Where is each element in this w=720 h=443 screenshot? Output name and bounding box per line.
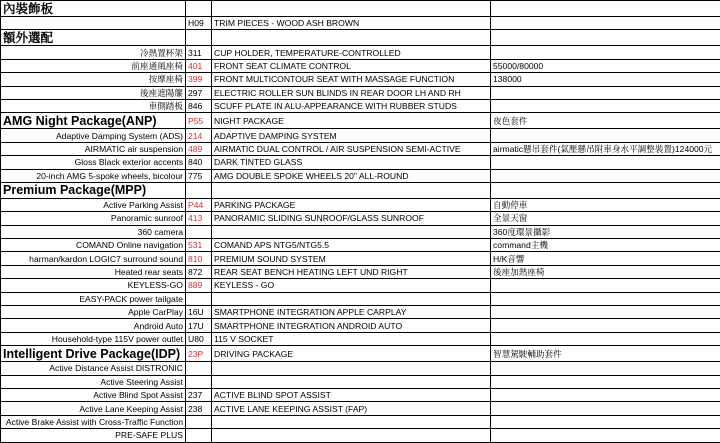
option-description-cell[interactable] — [212, 292, 491, 305]
option-label-cell[interactable]: 後座遮陽簾 — [1, 86, 186, 99]
table-row — [1, 225, 720, 238]
table-row — [1, 239, 720, 252]
table-row — [1, 252, 720, 265]
option-code-cell[interactable]: 17U — [186, 319, 212, 332]
option-note-cell[interactable]: 360度環景攝影 — [491, 225, 720, 238]
section-title[interactable]: 額外選配 — [1, 30, 186, 46]
option-code-cell[interactable]: 872 — [186, 265, 212, 278]
table-row — [1, 169, 720, 182]
option-description-cell[interactable]: PREMIUM SOUND SYSTEM — [212, 252, 491, 265]
table-row — [1, 99, 720, 112]
option-description-cell[interactable]: REAR SEAT BENCH HEATING LEFT UND RIGHT — [212, 265, 491, 278]
option-description-cell[interactable]: COMAND APS NTG5/NTG5.5 — [212, 239, 491, 252]
option-label-cell[interactable] — [1, 17, 186, 30]
option-code-cell[interactable]: 237 — [186, 388, 212, 401]
option-label-cell[interactable]: Adaptive Damping System (ADS) — [1, 129, 186, 142]
option-label-cell[interactable]: 20-inch AMG 5-spoke wheels, bicolour — [1, 169, 186, 182]
option-label-cell[interactable]: Panoramic sunroof — [1, 212, 186, 225]
table-row — [1, 279, 720, 292]
section-code-cell[interactable] — [186, 30, 212, 46]
option-label-cell[interactable]: Active Lane Keeping Assist — [1, 402, 186, 415]
table-row — [1, 415, 720, 428]
option-description-cell[interactable] — [212, 429, 491, 442]
option-note-cell[interactable]: H/K音響 — [491, 252, 720, 265]
section-note-cell[interactable] — [491, 182, 720, 198]
option-code-cell[interactable]: P44 — [186, 198, 212, 211]
option-label-cell[interactable]: Android Auto — [1, 319, 186, 332]
option-description-cell[interactable]: SMARTPHONE INTEGRATION ANDROID AUTO — [212, 319, 491, 332]
option-description-cell[interactable] — [212, 375, 491, 388]
option-description-cell[interactable] — [212, 362, 491, 375]
option-description-cell[interactable]: PANORAMIC SLIDING SUNROOF/GLASS SUNROOF — [212, 212, 491, 225]
option-label-cell[interactable]: COMAND Online navigation — [1, 239, 186, 252]
table-row — [1, 73, 720, 86]
section-title[interactable]: 內裝飾板 — [1, 1, 186, 17]
option-note-cell[interactable]: 全景天窗 — [491, 212, 720, 225]
section-header-row — [1, 1, 720, 17]
section-note-cell[interactable] — [491, 30, 720, 46]
option-note-cell[interactable] — [491, 306, 720, 319]
option-note-cell[interactable] — [491, 169, 720, 182]
option-label-cell[interactable]: 車側踏板 — [1, 99, 186, 112]
option-code-cell[interactable]: 401 — [186, 59, 212, 72]
section-description-cell[interactable] — [212, 1, 491, 17]
section-description-cell[interactable]: NIGHT PACKAGE — [212, 113, 491, 129]
option-description-cell[interactable]: SCUFF PLATE IN ALU-APPEARANCE WITH RUBBER STUDS — [212, 99, 491, 112]
option-description-cell[interactable] — [212, 225, 491, 238]
table-row — [1, 306, 720, 319]
option-code-cell[interactable]: 840 — [186, 156, 212, 169]
option-description-cell[interactable]: ACTIVE LANE KEEPING ASSIST (FAP) — [212, 402, 491, 415]
option-code-cell[interactable]: 489 — [186, 142, 212, 155]
option-label-cell[interactable]: Gloss Black exterior accents — [1, 156, 186, 169]
section-title[interactable]: Premium Package(MPP) — [1, 182, 186, 198]
table-row — [1, 212, 720, 225]
option-note-cell[interactable] — [491, 319, 720, 332]
option-note-cell[interactable] — [491, 46, 720, 59]
section-code-cell[interactable]: P55 — [186, 113, 212, 129]
section-header-row — [1, 113, 720, 129]
option-label-cell[interactable]: Apple CarPlay — [1, 306, 186, 319]
option-label-cell[interactable]: 按摩座椅 — [1, 73, 186, 86]
section-code-cell[interactable]: 23P — [186, 346, 212, 362]
option-code-cell[interactable] — [186, 225, 212, 238]
option-description-cell[interactable]: FRONT MULTICONTOUR SEAT WITH MASSAGE FUNCTION — [212, 73, 491, 86]
table-row — [1, 292, 720, 305]
option-code-cell[interactable]: 810 — [186, 252, 212, 265]
table-row — [1, 156, 720, 169]
option-description-cell[interactable]: AIRMATIC DUAL CONTROL / AIR SUSPENSION SEMI-ACTIVE — [212, 142, 491, 155]
section-header-row — [1, 182, 720, 198]
table-row — [1, 17, 720, 30]
option-code-cell[interactable]: H09 — [186, 17, 212, 30]
option-description-cell[interactable]: ACTIVE BLIND SPOT ASSIST — [212, 388, 491, 401]
table-row — [1, 332, 720, 345]
table-row — [1, 402, 720, 415]
option-label-cell[interactable]: Active Brake Assist with Cross-Traffic Function — [1, 415, 186, 428]
option-description-cell[interactable]: CUP HOLDER, TEMPERATURE-CONTROLLED — [212, 46, 491, 59]
option-label-cell[interactable]: Active Distance Assist DISTRONIC — [1, 362, 186, 375]
table-body — [1, 1, 720, 443]
option-description-cell[interactable]: KEYLESS - GO — [212, 279, 491, 292]
option-note-cell[interactable]: airmatic懸吊套件(氣壓懸吊附車身水平調整裝置)124000元 — [491, 142, 720, 155]
option-code-cell[interactable]: U80 — [186, 332, 212, 345]
option-label-cell[interactable]: 前座通風座椅 — [1, 59, 186, 72]
option-code-cell[interactable] — [186, 429, 212, 442]
option-label-cell[interactable]: Heated rear seats — [1, 265, 186, 278]
option-code-cell[interactable]: 531 — [186, 239, 212, 252]
section-code-cell[interactable] — [186, 182, 212, 198]
option-note-cell[interactable]: command主機 — [491, 239, 720, 252]
option-note-cell[interactable] — [491, 129, 720, 142]
section-description-cell[interactable] — [212, 30, 491, 46]
table-row — [1, 198, 720, 211]
option-code-cell[interactable]: 16U — [186, 306, 212, 319]
table-row — [1, 429, 720, 442]
option-code-cell[interactable] — [186, 415, 212, 428]
section-note-cell[interactable]: 夜色套件 — [491, 113, 720, 129]
table-row — [1, 362, 720, 375]
option-code-cell[interactable] — [186, 292, 212, 305]
option-note-cell[interactable]: 自動停車 — [491, 198, 720, 211]
option-note-cell[interactable] — [491, 375, 720, 388]
table-row — [1, 59, 720, 72]
option-note-cell[interactable] — [491, 279, 720, 292]
option-description-cell[interactable]: SMARTPHONE INTEGRATION APPLE CARPLAY — [212, 306, 491, 319]
option-note-cell[interactable] — [491, 415, 720, 428]
option-code-cell[interactable]: 399 — [186, 73, 212, 86]
option-description-cell[interactable]: TRIM PIECES - WOOD ASH BROWN — [212, 17, 491, 30]
section-description-cell[interactable] — [212, 182, 491, 198]
section-note-cell[interactable] — [491, 1, 720, 17]
table-row — [1, 86, 720, 99]
option-label-cell[interactable]: Active Blind Spot Assist — [1, 388, 186, 401]
option-description-cell[interactable]: ELECTRIC ROLLER SUN BLINDS IN REAR DOOR LH AND RH — [212, 86, 491, 99]
table-row — [1, 388, 720, 401]
option-label-cell[interactable]: KEYLESS-GO — [1, 279, 186, 292]
option-note-cell[interactable] — [491, 99, 720, 112]
table-row — [1, 142, 720, 155]
option-label-cell[interactable]: 360 camera — [1, 225, 186, 238]
section-code-cell[interactable] — [186, 1, 212, 17]
option-note-cell[interactable] — [491, 429, 720, 442]
option-label-cell[interactable]: Active Parking Assist — [1, 198, 186, 211]
option-label-cell[interactable]: PRE-SAFE PLUS — [1, 429, 186, 442]
option-note-cell[interactable] — [491, 156, 720, 169]
option-note-cell[interactable]: 138000 — [491, 73, 720, 86]
option-note-cell[interactable] — [491, 332, 720, 345]
option-label-cell[interactable]: Active Steering Assist — [1, 375, 186, 388]
option-code-cell[interactable]: 889 — [186, 279, 212, 292]
table-row — [1, 319, 720, 332]
option-note-cell[interactable] — [491, 402, 720, 415]
section-header-row — [1, 346, 720, 362]
option-code-cell[interactable] — [186, 362, 212, 375]
option-code-cell[interactable]: 413 — [186, 212, 212, 225]
option-label-cell[interactable]: Household-type 115V power outlet — [1, 332, 186, 345]
option-code-cell[interactable] — [186, 375, 212, 388]
option-code-cell[interactable]: 238 — [186, 402, 212, 415]
option-description-cell[interactable]: AMG DOUBLE SPOKE WHEELS 20" ALL-ROUND — [212, 169, 491, 182]
section-title[interactable]: AMG Night Package(ANP) — [1, 113, 186, 129]
table-row — [1, 375, 720, 388]
option-code-cell[interactable]: 214 — [186, 129, 212, 142]
option-label-cell[interactable]: EASY-PACK power tailgate — [1, 292, 186, 305]
section-header-row — [1, 30, 720, 46]
option-description-cell[interactable]: 115 V SOCKET — [212, 332, 491, 345]
option-note-cell[interactable] — [491, 292, 720, 305]
option-label-cell[interactable]: 冷熱置杯架 — [1, 46, 186, 59]
table-row — [1, 46, 720, 59]
section-title[interactable]: Intelligent Drive Package(IDP) — [1, 346, 186, 362]
option-description-cell[interactable]: FRONT SEAT CLIMATE CONTROL — [212, 59, 491, 72]
option-code-cell[interactable]: 775 — [186, 169, 212, 182]
option-code-cell[interactable]: 297 — [186, 86, 212, 99]
option-description-cell[interactable]: ADAPTIVE DAMPING SYSTEM — [212, 129, 491, 142]
option-description-cell[interactable]: PARKING PACKAGE — [212, 198, 491, 211]
option-description-cell[interactable]: DARK TINTED GLASS — [212, 156, 491, 169]
table-row — [1, 265, 720, 278]
option-code-cell[interactable]: 846 — [186, 99, 212, 112]
option-note-cell[interactable]: 55000/80000 — [491, 59, 720, 72]
table-row — [1, 129, 720, 142]
section-note-cell[interactable]: 智慧駕駛輔助套件 — [491, 346, 720, 362]
option-note-cell[interactable]: 後座加熱座椅 — [491, 265, 720, 278]
option-label-cell[interactable]: AIRMATIC air suspension — [1, 142, 186, 155]
option-note-cell[interactable] — [491, 362, 720, 375]
option-note-cell[interactable] — [491, 388, 720, 401]
option-description-cell[interactable] — [212, 415, 491, 428]
option-code-cell[interactable]: 311 — [186, 46, 212, 59]
section-description-cell[interactable]: DRIVING PACKAGE — [212, 346, 491, 362]
option-note-cell[interactable] — [491, 17, 720, 30]
option-note-cell[interactable] — [491, 86, 720, 99]
option-label-cell[interactable]: harman/kardon LOGIC7 surround sound — [1, 252, 186, 265]
